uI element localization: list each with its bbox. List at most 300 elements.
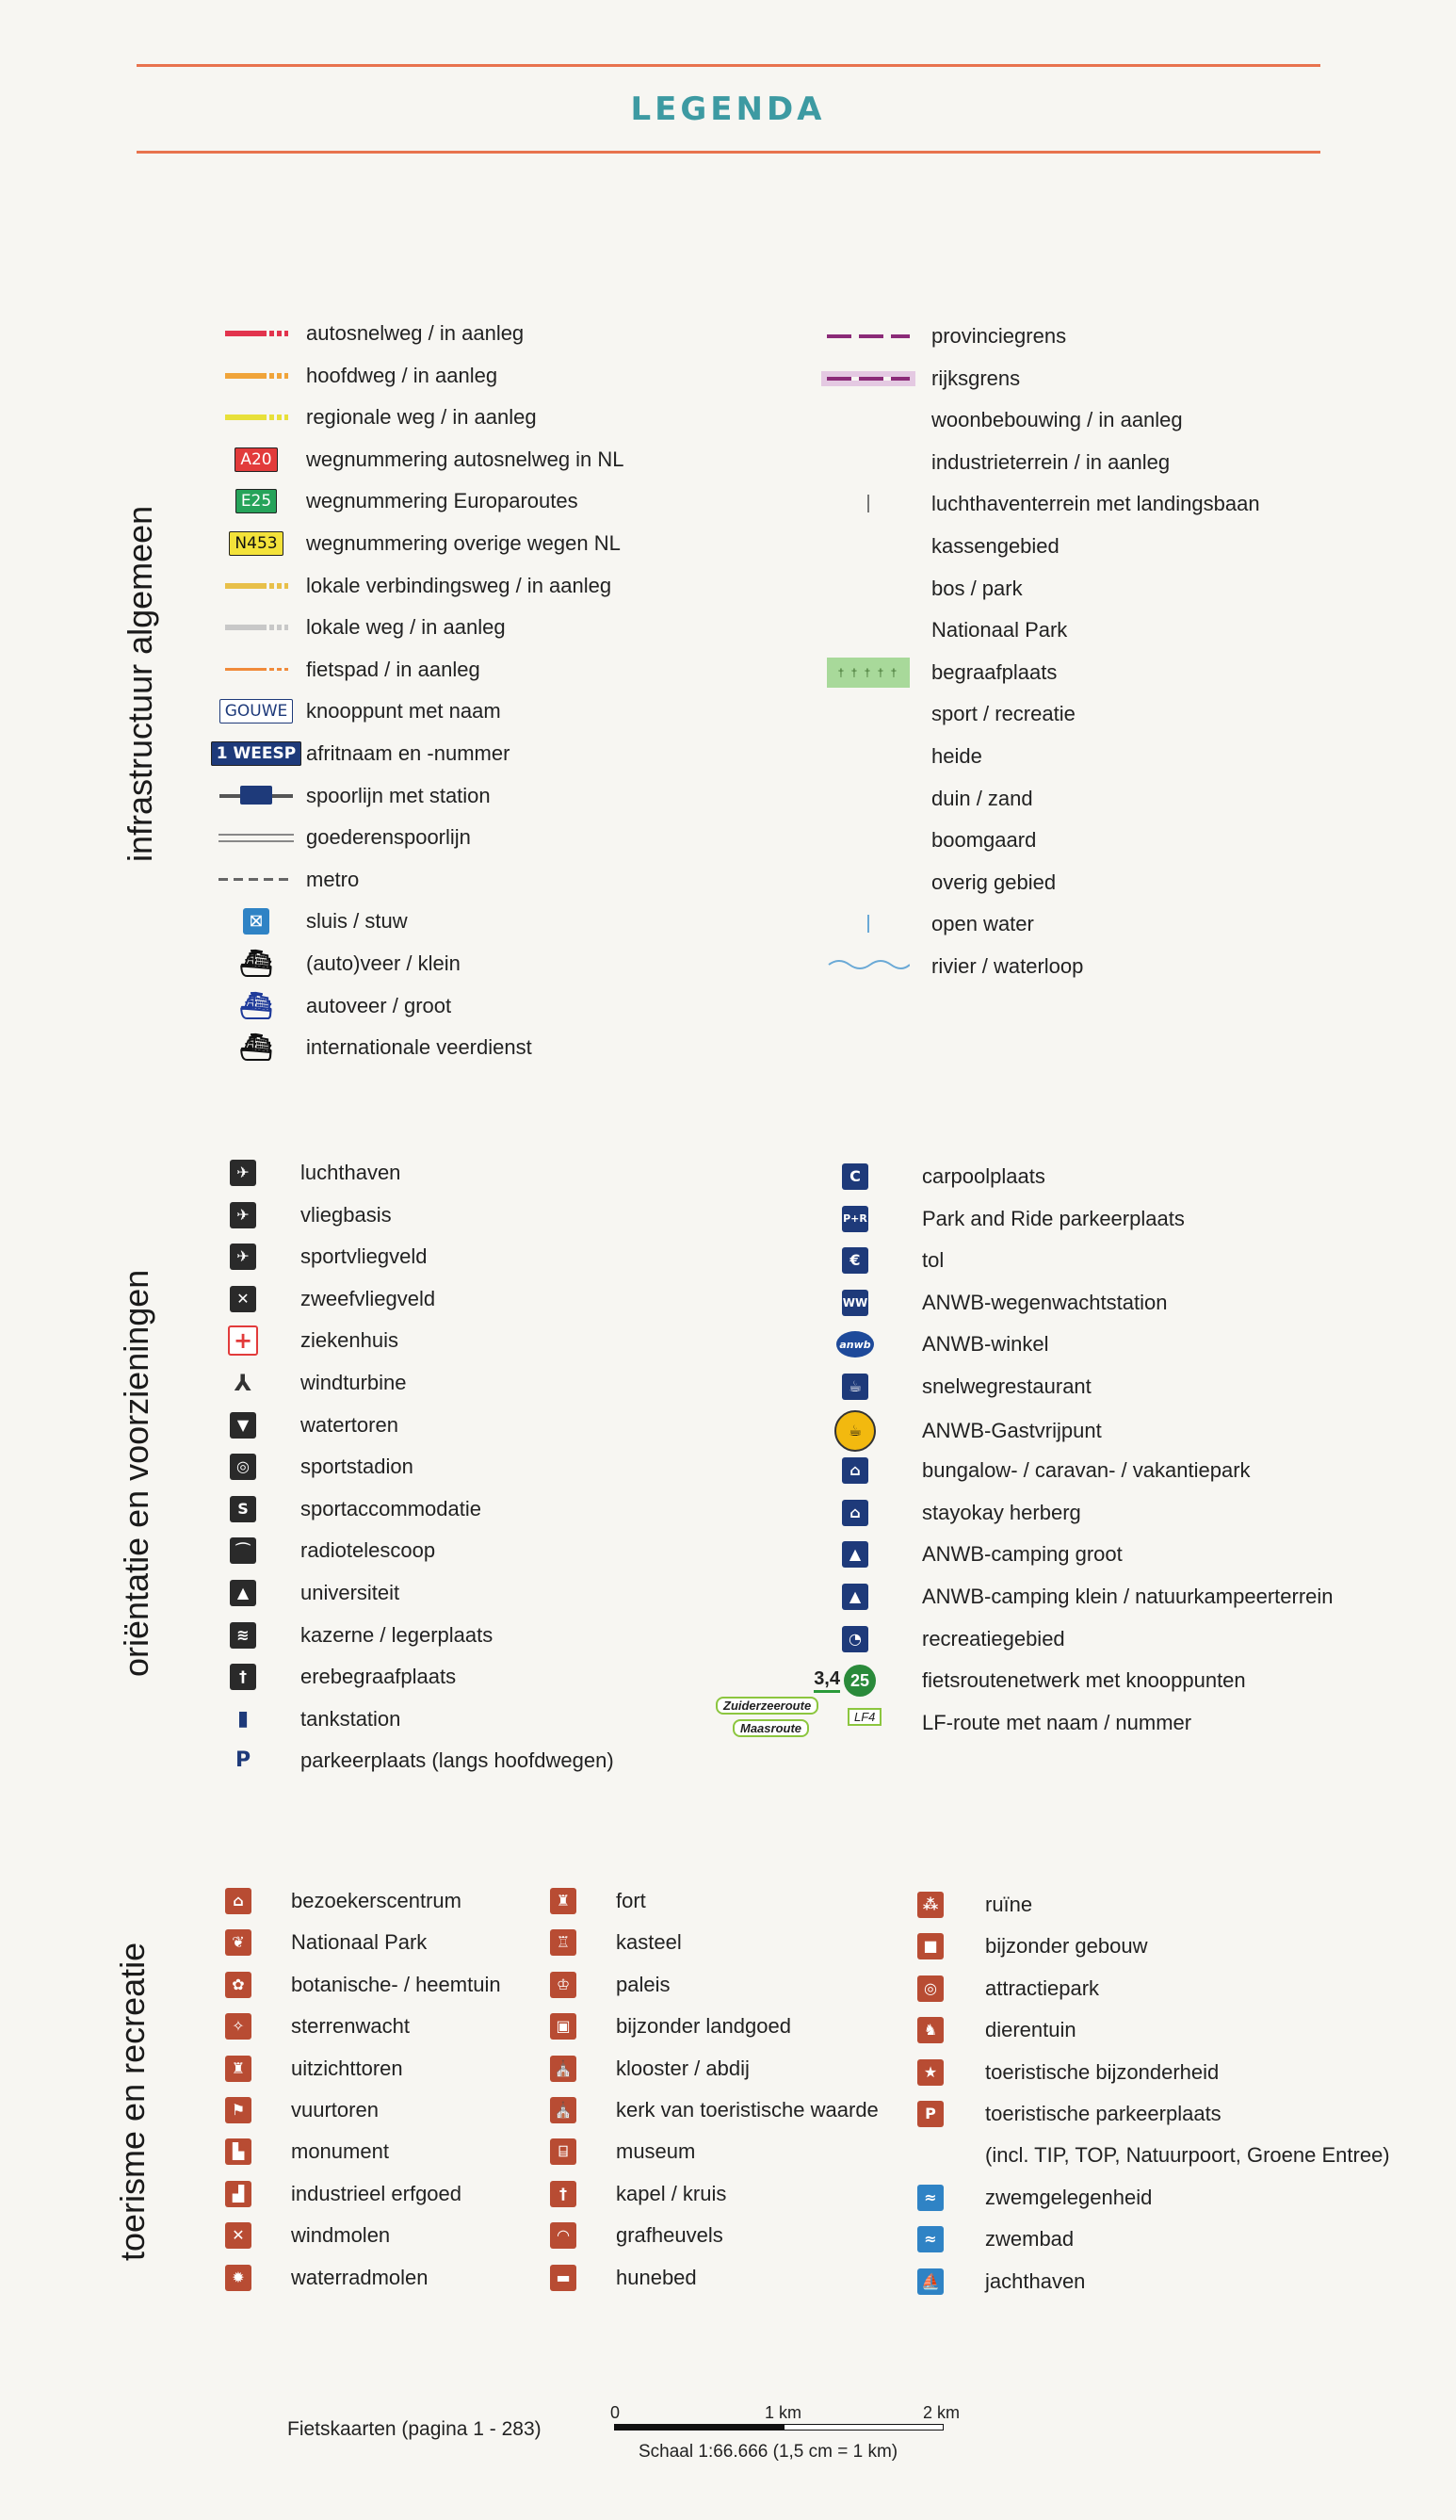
marina-icon	[917, 2268, 944, 2295]
lookout-tower-icon-glyph: ♜	[225, 2056, 251, 2082]
legend-label: watertoren	[300, 1412, 398, 1437]
tourist-attraction-icon-glyph: ★	[917, 2059, 944, 2086]
legend-label: vliegbasis	[300, 1202, 392, 1227]
page-range-note: Fietskaarten (pagina 1 - 283)	[287, 2418, 542, 2440]
legend-item	[821, 572, 1349, 606]
legend-symbol	[914, 1888, 947, 1922]
legend-label: rivier / waterloop	[931, 954, 1084, 978]
airbase-icon-glyph: ✈	[230, 1202, 256, 1228]
large-ferry-icon-glyph: ⛴	[239, 989, 273, 1021]
legend-symbol	[226, 1408, 260, 1442]
legend-symbol	[209, 821, 303, 854]
road-line-solid	[225, 668, 267, 671]
legend-label: (auto)veer / klein	[306, 951, 461, 975]
toll-icon-glyph: €	[842, 1247, 868, 1274]
legend-symbol	[226, 1450, 260, 1484]
special-building-icon-glyph: ■	[917, 1933, 944, 1959]
legend-symbol	[914, 2056, 947, 2089]
legend-item	[914, 2056, 1441, 2089]
legend-label: industrieterrein / in aanleg	[931, 449, 1171, 474]
legend-label: klooster / abdij	[616, 2056, 750, 2080]
road-line-dashed	[269, 331, 288, 336]
legend-item	[226, 1450, 753, 1484]
legend-symbol	[821, 950, 915, 984]
road-line-dashed	[269, 625, 288, 630]
legend-item	[838, 1327, 1366, 1361]
legend-label: bungalow- / caravan- / vakantiepark	[922, 1458, 1251, 1483]
legend-symbol	[209, 359, 303, 393]
legend-symbol	[226, 1492, 260, 1526]
fort-icon-glyph: ♜	[550, 1888, 576, 1914]
legend-symbol	[546, 2177, 580, 2211]
legend-item	[838, 1286, 1366, 1320]
legend-label: autosnelweg / in aanleg	[306, 321, 525, 345]
legend-symbol	[221, 1884, 255, 1918]
legend-symbol	[546, 1926, 580, 1959]
legend-symbol	[209, 779, 303, 813]
legend-item	[209, 779, 736, 813]
swimming-pool-icon-glyph: ≈	[917, 2226, 944, 2252]
legend-symbol	[546, 2009, 580, 2043]
hospital-icon-glyph: +	[228, 1325, 258, 1356]
legend-item	[914, 1972, 1441, 2006]
zoo-icon-glyph: ♞	[917, 2017, 944, 2043]
road-line-solid	[225, 331, 267, 336]
legend-symbol	[546, 2261, 580, 2295]
legend-item	[209, 653, 736, 687]
church-icon	[550, 2097, 576, 2123]
route-distance: 3,4	[814, 1668, 840, 1693]
legend-item	[821, 823, 1349, 857]
legend-symbol	[838, 1160, 872, 1194]
legend-item	[838, 1537, 1366, 1571]
legend-item	[821, 403, 1349, 437]
legend-label: stayokay herberg	[922, 1500, 1081, 1524]
legend-item	[209, 359, 736, 393]
legend-label: sportvliegveld	[300, 1244, 428, 1269]
legend-item	[226, 1240, 753, 1274]
legend-label: fort	[616, 1889, 646, 1912]
legend-symbol	[821, 362, 915, 396]
section-label-infrastructure: infrastructuur algemeen	[121, 505, 159, 862]
legend-symbol	[914, 2181, 947, 2215]
legend-symbol	[226, 1198, 260, 1232]
legend-symbol	[838, 1202, 872, 1236]
legend-symbol	[821, 782, 915, 816]
province-border-line	[827, 334, 910, 338]
legend-symbol	[226, 1534, 260, 1568]
legend-item	[226, 1408, 753, 1442]
holiday-park-icon	[842, 1457, 868, 1484]
legend-item	[914, 1929, 1441, 1963]
legend-label: kassengebied	[931, 534, 1060, 558]
railway-line	[219, 794, 293, 798]
legend-title: LEGENDA	[630, 90, 826, 128]
airport-terrain	[867, 496, 869, 512]
legend-symbol	[209, 610, 303, 644]
water-tower-icon-glyph: ▼	[230, 1412, 256, 1439]
legend-symbol	[821, 487, 915, 521]
watermill-icon	[225, 2265, 251, 2291]
legend-label: overig gebied	[931, 870, 1057, 894]
metro-line-bar	[218, 878, 294, 881]
legend-label: zwemgelegenheid	[985, 2185, 1153, 2209]
legend-item	[209, 400, 736, 434]
legend-item	[821, 362, 1349, 396]
legend-label: Nationaal Park	[931, 618, 1068, 642]
ruin-icon-glyph: ⁂	[917, 1892, 944, 1918]
legend-label: wegnummering Europaroutes	[306, 489, 578, 513]
national-park-icon-glyph: ❦	[225, 1929, 251, 1956]
sports-facility-icon	[230, 1496, 256, 1522]
legend-label: afritnaam en -nummer	[306, 741, 510, 765]
legend-symbol	[821, 697, 915, 731]
legend-item	[723, 1698, 1366, 1740]
legend-label: vuurtoren	[291, 2098, 379, 2122]
legend-symbol	[821, 656, 915, 690]
legend-symbol	[226, 1240, 260, 1274]
legend-symbol	[821, 823, 915, 857]
freight-rail-line	[218, 834, 294, 842]
glider-field-icon	[230, 1286, 256, 1312]
roadside-assistance-icon-glyph: WW	[842, 1290, 868, 1316]
wind-turbine-icon	[230, 1370, 256, 1396]
legend-item	[838, 1622, 1366, 1656]
legend-label: (incl. TIP, TOP, Natuurpoort, Groene Entree)	[985, 2143, 1390, 2168]
legend-label: sterrenwacht	[291, 2014, 410, 2039]
castle-icon-glyph: ♖	[550, 1929, 576, 1956]
legend-symbol	[546, 2093, 580, 2127]
recreation-area-icon-glyph: ◔	[842, 1626, 868, 1652]
windmill-icon-glyph: ✕	[225, 2222, 251, 2249]
anwb-shop-icon	[836, 1331, 874, 1358]
observatory-icon	[225, 2013, 251, 2040]
legend-item	[209, 610, 736, 644]
top-rule	[137, 64, 1320, 67]
scale-bar-white	[784, 2424, 944, 2431]
legend-symbol	[838, 1537, 872, 1571]
legend-item	[838, 1496, 1366, 1530]
small-ferry-icon	[230, 948, 283, 979]
legend-symbol	[209, 443, 303, 477]
legend-label: hoofdweg / in aanleg	[306, 363, 498, 387]
radio-telescope-icon-glyph: ⌒	[230, 1537, 256, 1564]
legend-item	[226, 1324, 753, 1358]
legend-symbol	[821, 319, 915, 353]
estate-icon	[550, 2013, 576, 2040]
legend-item	[821, 319, 1349, 353]
monastery-icon	[550, 2056, 576, 2082]
monastery-icon-glyph: ⛪	[550, 2056, 576, 2082]
legend-item	[209, 821, 736, 854]
hospitality-point-icon	[834, 1410, 876, 1452]
legend-symbol	[226, 1744, 260, 1778]
scale-tick-0: 0	[610, 2403, 621, 2422]
small-camping-icon-glyph: ▲	[842, 1584, 868, 1610]
legend-symbol	[838, 1327, 872, 1361]
tourist-parking-icon-glyph: P	[917, 2101, 944, 2127]
legend-symbol	[821, 446, 915, 480]
stadium-icon	[230, 1454, 256, 1480]
small-ferry-icon-glyph: ⛴	[239, 948, 273, 979]
windmill-icon	[225, 2222, 251, 2249]
road-number-badge: E25	[235, 489, 277, 513]
legend-label: bijzonder gebouw	[985, 1934, 1148, 1959]
sport-airfield-icon	[230, 1244, 256, 1270]
university-icon-glyph: ▲	[230, 1580, 256, 1606]
legend-item	[838, 1160, 1366, 1194]
legend-label: kazerne / legerplaats	[300, 1622, 493, 1647]
national-border	[827, 377, 910, 381]
legend-item	[821, 487, 1349, 521]
legend-item	[209, 737, 736, 771]
legend-item	[914, 2138, 1441, 2172]
legend-symbol	[209, 904, 303, 938]
legend-label: lokale weg / in aanleg	[306, 615, 506, 640]
scale-bar-black	[614, 2424, 784, 2431]
theme-park-icon	[917, 1975, 944, 2002]
sport-airfield-icon-glyph: ✈	[230, 1244, 256, 1270]
legend-item	[226, 1282, 753, 1316]
road-line-solid	[225, 373, 267, 379]
legend-label: internationale veerdienst	[306, 1035, 532, 1060]
war-cemetery-icon-glyph: †	[230, 1664, 256, 1690]
road-line-solid	[225, 583, 267, 589]
yellow-road-line	[225, 415, 288, 420]
lookout-tower-icon	[225, 2056, 251, 2082]
legend-symbol	[838, 1622, 872, 1656]
legend-label: Nationaal Park	[291, 1930, 428, 1955]
legend-item	[226, 1744, 753, 1778]
legend-symbol	[914, 1972, 947, 2006]
legend-symbol	[209, 694, 303, 728]
legend-label: kasteel	[616, 1930, 682, 1955]
large-ferry-icon	[230, 989, 283, 1021]
legend-symbol	[221, 2009, 255, 2043]
legend-symbol	[209, 863, 303, 897]
legend-item	[821, 613, 1349, 647]
river-wave	[827, 962, 910, 978]
legend-label: fietsroutenetwerk met knooppunten	[922, 1668, 1246, 1693]
double-yellow-line	[225, 583, 288, 589]
visitor-center-icon-glyph: ⌂	[225, 1888, 251, 1914]
chapel-cross-icon	[550, 2181, 576, 2207]
war-cemetery-icon	[230, 1664, 256, 1690]
route-code-badge: LF4	[848, 1708, 882, 1726]
zoo-icon	[917, 2017, 944, 2043]
legend-label: jachthaven	[985, 2268, 1086, 2293]
lock-icon-glyph: ⛝	[243, 908, 269, 935]
legend-label: paleis	[616, 1972, 671, 1996]
legend-label: ANWB-camping groot	[922, 1542, 1123, 1567]
legend-item	[838, 1244, 1366, 1277]
legend-label: goederenspoorlijn	[306, 825, 471, 850]
lock-icon	[243, 908, 269, 935]
legend-item	[209, 904, 736, 938]
legend-label: windmolen	[291, 2223, 391, 2248]
legend-symbol	[209, 737, 303, 771]
legend-item	[209, 569, 736, 603]
visitor-center-icon	[225, 1888, 251, 1914]
road-line-dashed	[269, 668, 288, 671]
legend-item	[821, 740, 1349, 773]
road-number-badge: A20	[235, 447, 277, 472]
legend-item	[914, 2097, 1441, 2131]
marina-icon-glyph: ⛵	[917, 2268, 944, 2295]
legend-label: bijzonder landgoed	[616, 2014, 791, 2039]
red-road-line	[225, 331, 288, 336]
industrial-heritage-icon	[225, 2181, 251, 2207]
fuel-station-icon	[230, 1706, 256, 1732]
legend-symbol	[821, 740, 915, 773]
legend-symbol	[838, 1454, 872, 1488]
fuel-station-icon-glyph: ▮	[236, 1706, 250, 1731]
museum-icon-glyph: ⌸	[550, 2138, 576, 2165]
legend-label: grafheuvels	[616, 2223, 723, 2248]
legend-label: ruïne	[985, 1893, 1033, 1916]
legend-item	[914, 2181, 1441, 2215]
legend-label: snelwegrestaurant	[922, 1374, 1092, 1398]
legend-symbol	[209, 527, 303, 561]
legend-label: radiotelescoop	[300, 1538, 436, 1563]
road-number-plate	[229, 534, 283, 553]
legend-label: bezoekerscentrum	[291, 1889, 461, 1912]
legend-label: waterradmolen	[291, 2265, 429, 2289]
road-line-dashed	[269, 415, 288, 420]
legend-symbol	[706, 1698, 904, 1740]
legend-label: toeristische parkeerplaats	[985, 2102, 1221, 2125]
legend-symbol	[221, 2135, 255, 2169]
fort-icon	[550, 1888, 576, 1914]
legend-label: knooppunt met naam	[306, 699, 501, 723]
water-tower-icon	[230, 1412, 256, 1439]
exit-name-badge: 1 WEESP	[211, 741, 301, 766]
international-ferry-icon-glyph: ⛴	[239, 1032, 273, 1064]
legend-label: ANWB-wegenwachtstation	[922, 1290, 1168, 1314]
observatory-icon-glyph: ✧	[225, 2013, 251, 2040]
tourist-attraction-icon	[917, 2059, 944, 2086]
legend-label: dierentuin	[985, 2018, 1076, 2042]
hospital-icon	[228, 1325, 258, 1356]
legend-symbol	[821, 529, 915, 563]
legend-item	[226, 1198, 753, 1232]
lf-route-icon	[716, 1698, 904, 1744]
swimming-spot-icon	[917, 2185, 944, 2211]
legend-symbol	[209, 653, 303, 687]
holiday-park-icon-glyph: ⌂	[842, 1457, 868, 1484]
legend-symbol	[226, 1702, 260, 1736]
legend-label: hunebed	[616, 2265, 697, 2289]
province-border	[827, 334, 910, 338]
legend-item	[226, 1156, 753, 1190]
legend-label: heide	[931, 744, 982, 768]
dolmen-icon-glyph: ▬	[550, 2265, 576, 2291]
orange-road-line	[225, 373, 288, 379]
legend-item	[914, 2222, 1441, 2256]
stadium-icon-glyph: ◎	[230, 1454, 256, 1480]
legend-item	[226, 1618, 753, 1652]
tourist-parking-icon	[917, 2101, 944, 2127]
cycle-network-icon	[814, 1665, 876, 1697]
legend-label: toeristische bijzonderheid	[985, 2059, 1220, 2084]
legend-item	[914, 2265, 1441, 2299]
cemetery-swatch	[827, 658, 910, 688]
carpool-icon	[842, 1163, 868, 1190]
legend-label: sport / recreatie	[931, 702, 1076, 726]
hostel-icon-glyph: ⌂	[842, 1500, 868, 1526]
legend-label: spoorlijn met station	[306, 783, 491, 807]
legend-item	[838, 1580, 1366, 1614]
legend-item	[209, 989, 736, 1023]
special-building-icon	[917, 1933, 944, 1959]
burial-mound-icon	[550, 2222, 576, 2249]
legend-label: regionale weg / in aanleg	[306, 405, 537, 430]
exit-plate	[211, 744, 301, 763]
legend-symbol	[914, 2265, 947, 2299]
museum-icon	[550, 2138, 576, 2165]
barracks-icon	[230, 1622, 256, 1649]
legend-label: attractiepark	[985, 1975, 1100, 2000]
legend-symbol	[838, 1370, 872, 1404]
lighthouse-icon	[225, 2097, 251, 2123]
legend-label: ziekenhuis	[300, 1328, 398, 1353]
park-and-ride-icon-glyph: P+R	[842, 1206, 868, 1232]
legend-label: kerk van toeristische waarde	[616, 2098, 879, 2122]
legend-item	[914, 1888, 1441, 1922]
orange-cycle-line	[225, 668, 288, 671]
chapel-cross-icon-glyph: †	[550, 2181, 576, 2207]
legend-symbol	[209, 484, 303, 518]
legend-label: boomgaard	[931, 828, 1037, 853]
theme-park-icon-glyph: ◎	[917, 1975, 944, 2002]
barracks-icon-glyph: ≋	[230, 1622, 256, 1649]
highway-restaurant-icon-glyph: ☕	[842, 1374, 868, 1400]
legend-symbol	[838, 1244, 872, 1277]
legend-symbol	[209, 400, 303, 434]
legend-symbol	[821, 907, 915, 941]
legend-item	[209, 863, 736, 897]
legend-label: zwembad	[985, 2227, 1075, 2252]
legend-item	[821, 656, 1349, 690]
legend-symbol	[226, 1660, 260, 1694]
industrial-heritage-icon-glyph: ▟	[225, 2181, 251, 2207]
legend-symbol	[226, 1282, 260, 1316]
legend-item	[838, 1202, 1366, 1236]
scale-text: Schaal 1:66.666 (1,5 cm = 1 km)	[639, 2442, 898, 2462]
cemetery-swatch-fill: † † † † †	[827, 658, 910, 688]
legend-label: metro	[306, 867, 360, 891]
river-icon	[827, 955, 910, 979]
legend-symbol	[838, 1414, 872, 1448]
airport-icon	[230, 1160, 256, 1186]
legend-label: tol	[922, 1248, 945, 1273]
castle-icon	[550, 1929, 576, 1956]
carpool-icon-glyph: C	[842, 1163, 868, 1190]
legend-label: rijksgrens	[931, 366, 1021, 390]
watermill-icon-glyph: ✹	[225, 2265, 251, 2291]
legend-label: zweefvliegveld	[300, 1286, 436, 1310]
toll-icon	[842, 1247, 868, 1274]
lighthouse-icon-glyph: ⚑	[225, 2097, 251, 2123]
national-park-icon	[225, 1929, 251, 1956]
legend-label: begraafplaats	[931, 659, 1058, 684]
title-rule	[137, 151, 1320, 154]
legend-label: duin / zand	[931, 786, 1033, 810]
legend-symbol	[838, 1580, 872, 1614]
legend-symbol	[221, 2177, 255, 2211]
legend-item	[226, 1702, 753, 1736]
legend-symbol	[821, 613, 915, 647]
